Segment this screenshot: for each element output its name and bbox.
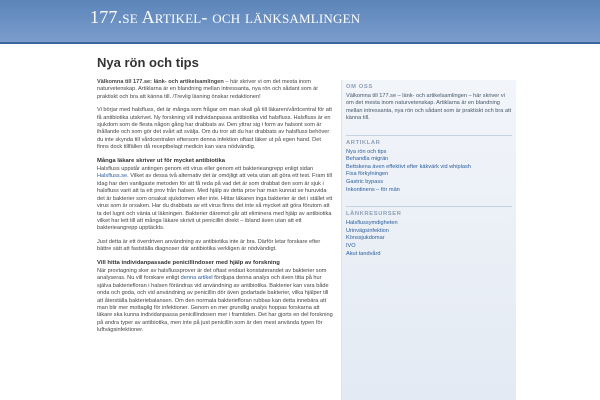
list-item [346, 251, 512, 259]
resource-link[interactable]: Halsflussymdigheten [346, 220, 398, 227]
list-item [346, 179, 512, 187]
article-link[interactable]: Fixa förkylningen [346, 171, 389, 178]
list-item [346, 220, 512, 228]
about-heading: OM OSS [346, 84, 373, 90]
resource-link[interactable]: IVO [346, 242, 356, 249]
articles-list [346, 149, 512, 195]
articles-heading: ARTIKLAR [346, 135, 512, 147]
article-link[interactable]: Inkontinens – för män [346, 186, 400, 193]
list-item [346, 228, 512, 236]
list-item [346, 243, 512, 251]
denna-artikel-link[interactable]: denna artikel [180, 275, 213, 282]
list-item [346, 171, 512, 179]
site-header [0, 0, 600, 44]
sidebar [341, 80, 516, 400]
intro-text: – här skriver vi om det mesta inom naturvetenskap. Artiklarna är en blandning mellan intressanta, nya rön och sådant som är praktiskt och bra att känna till. /Trevlig läsning önskar redaktionen! [97, 79, 319, 100]
links-heading: LÄNKRESURSER [346, 206, 512, 218]
paragraph-halsfluss: Vi börjar med halsfluss, det är många som frågar om man skall gå till läkaren/vårdcentral för att få antibiotika utskrivet. Ny forskning vill individanpassa antibiotika vid halsfluss. Halsfluss är en sjukdom som de flesta någon gång har drabbats av. Den yttrar sig i form av halsont som är ihållande och som gör det svårt att svälja. Om du tror att du har drabbats av halsfluss behöver du inte skynda till vårdcentralen eftersom denna infektion oftast läker ut på egen hand. Det finns dock tillfällen då receptbelagt medicin kan vara nödvändig. [97, 107, 332, 151]
paragraph-forskning [97, 268, 333, 335]
p5-text-after: fördjupa denna analys och även titta på hur själva bakteriefloran i halsen förändras vid användning av antibiotika. Bakterier kan vara både onda och goda, och vid användning av penicillin dör även godartade bakterier, vilka hjälper till att återställa bakteriebalansen. Om den normala bakteriefloran rubbas kan detta innebära att man blir mer mottaglig för infektioner. Genom en mer grundlig analys hoppas forskarna att läkare ska kunna individanpassa penicillindosen mer i framtiden. Det har gjorts en del forskning på andra typer av antibiotika, men inte på just penicillin som är den mest använda typen för luftvägsinfektioner. [97, 275, 333, 334]
paragraph-virus-bakterier [97, 166, 333, 233]
site-title[interactable]: 177.se Artikel- och länksamlingen [90, 7, 361, 27]
links-list [346, 220, 512, 258]
paragraph-overuse: Just detta är ett överdriven användning av antibiotika inte är bra. Därför letar forskare efter bättre sätt att fastställa diagnoser där antibiotika verkligen är nödvändigt. [97, 238, 321, 253]
intro-bold: Välkomna till 177.se: länk- och artikelsamlingen [97, 79, 224, 85]
list-item [346, 149, 512, 157]
list-item [346, 164, 512, 172]
p5-text-before: När provtagning sker av halsflussprover är det oftast endast konstaterandet av bakterier som analyseras. Nu vill forskare enligt [97, 267, 327, 282]
post-title[interactable]: Nya rön och tips [97, 55, 199, 70]
halsfluss-link[interactable]: Halsfluss.se [97, 173, 128, 180]
list-item [346, 187, 512, 195]
list-item [346, 235, 512, 243]
resource-link[interactable]: Akut tandvård [346, 250, 381, 257]
subheading-penicillin: Vill hitta individanpassade penicillindoser med hjälp av forskning [97, 259, 280, 266]
p3-text-before: Halsfluss uppstår antingen genom ett virus eller genom ett bakterieangrepp enligt sidan [97, 166, 314, 173]
list-item [346, 156, 512, 164]
resource-link[interactable]: Könssjukdomar [346, 235, 385, 242]
article-link[interactable]: Bettskena även effektivt efter käkvärk vid whiplash [346, 163, 471, 170]
post-content [97, 79, 333, 341]
article-link[interactable]: Nya rön och tips [346, 148, 387, 155]
about-text: Välkomna till 177.se – länk- och artikelsamlingen – här skriver vi om det mesta inom naturvetenskap. Artiklarna är en blandning mellan intressanta, nya rön och sådant som är praktiskt och bra att känna till. [346, 93, 512, 122]
subheading-antibiotika: Många läkare skriver ut för mycket antibiotika [97, 157, 226, 164]
p3-text-after: . Vilket av dessa två alternativ det är omöjligt att veta utan att göra ett test. Fram till idag har den vanligaste metoden för att få reda på vad det är som drabbat den som är sjuk i halsfluss varit att ta ett prov från halsen. Med hjälp av detta prov har man kunnat se huruvida det är bakterier som orsakat sjukdomen eller inte. Hittar läkaren inga bakterier är det i stället ett virus som är orsaken. Har du drabbats av ett virus finns det inte så mycket att göra förutom att ta det lugnt och vänta ut läkningen. Bakterier däremot går att eliminera med hjälp av antibiotika vilket har lett till att många läkare skrivit ut penicillin direkt – ibland även utan att ett bakterieangrepp upptäckts. [97, 173, 333, 232]
article-link[interactable]: Behandla migrän [346, 156, 389, 163]
resource-link[interactable]: Urinvägsinfektion [346, 227, 389, 234]
article-link[interactable]: Gastric bypass [346, 179, 383, 185]
intro-paragraph [97, 79, 333, 101]
